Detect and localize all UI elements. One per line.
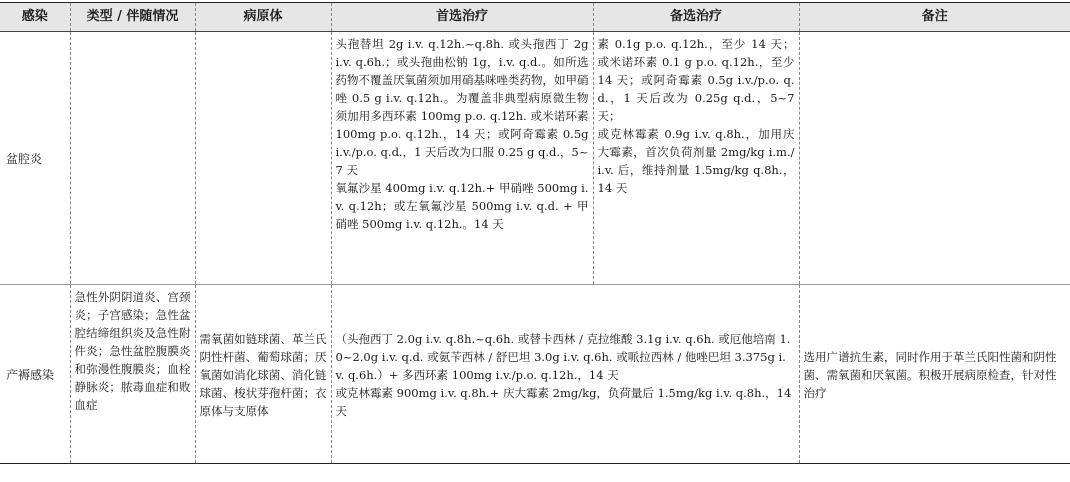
cell-infection: 盆腔炎 [0,32,70,285]
header-first-line: 首选治疗 [331,3,593,32]
drug-table [0,2,1070,464]
header-type: 类型 / 伴随情况 [70,3,195,32]
cell-type [70,32,195,285]
cell-first-line [331,32,593,285]
cell-first-line [331,285,799,464]
header-row [0,3,1070,32]
first-line-regimen-1: （头孢西丁 2.0g i.v. q.8h.~q.6h. 或替卡西林 / 克拉维酸 3.1g i.v. q.6h. 或厄他培南 1.0~2.0g i.v. q.d. 或氨苄西林 / 舒巴坦 3.0g i.v. q.6h. 或哌拉西林 / 他唑巴坦 3.375g i.v. q.6h.）+ 多西环素 100mg i.v./p.o. q.12h.，14 天 [335,331,791,382]
header-remarks: 备注 [799,3,1070,32]
first-line-regimen-2: 氧氟沙星 400mg i.v. q.12h.+ 甲硝唑 500mg i.v. q.12h；或左氧氟沙星 500mg i.v. q.d. + 甲硝唑 500mg i.v. q.12h.。14 天 [335,181,589,231]
table-row-puerperal-infection [0,285,1070,464]
cell-remarks: 选用广谱抗生素，同时作用于革兰氏阳性菌和阴性菌、需氧菌和厌氧菌。积极开展病原检查，针对性治疗 [799,285,1070,464]
cell-pathogen: 需氧菌如链球菌、革兰氏阴性杆菌、葡萄球菌；厌氧菌如消化球菌、消化链球菌、梭状芽孢杆菌；衣原体与支原体 [195,285,331,464]
cell-infection: 产褥感染 [0,285,70,464]
cell-pathogen [195,32,331,285]
alternative-regimen-1: 素 0.1g p.o. q.12h.，至少 14 天；或米诺环素 0.1 g p.o. q.12h.，至少 14 天；或阿奇霉素 0.5g i.v./p.o. q.d.，1 天后改为 0.25g q.d.，5~7 天； [597,37,795,123]
cell-type: 急性外阴阴道炎、宫颈炎；子宫感染；急性盆腔结缔组织炎及急性附件炎；急性盆腔腹膜炎和弥漫性腹膜炎；血栓静脉炎；脓毒血症和败血症 [70,285,195,464]
cell-alternative [593,32,799,285]
first-line-regimen-2: 或克林霉素 900mg i.v. q.8h.+ 庆大霉素 2mg/kg，负荷量后 1.5mg/kg i.v. q.8h.，14 天 [335,385,792,418]
header-infection: 感染 [0,3,70,32]
table-row-pelvic-inflammatory [0,32,1070,285]
cell-remarks [799,32,1070,285]
first-line-regimen-1: 头孢替坦 2g i.v. q.12h.~q.8h. 或头孢西丁 2g i.v. q.6h.；或头孢曲松钠 1g，i.v. q.d.。如所选药物不覆盖厌氧菌须加用硝基咪唑类药物，如甲硝唑 0.5 g i.v. q.12h.。为覆盖非典型病原微生物须加用多西环素 100mg p.o. q.12h. 或米诺环素 100mg p.o. q.12h.，14 天；或阿奇霉素 0.5g i.v./p.o. q.d.，1 天后改为口服 0.25 g q.d.，5~7 天 [335,37,589,177]
header-alternative: 备选治疗 [593,3,799,32]
header-pathogen: 病原体 [195,3,331,32]
alternative-regimen-2: 或克林霉素 0.9g i.v. q.8h.，加用庆大霉素，首次负荷剂量 2mg/kg i.m./i.v. 后，维持剂量 1.5mg/kg q.8h.，14 天 [597,127,795,195]
